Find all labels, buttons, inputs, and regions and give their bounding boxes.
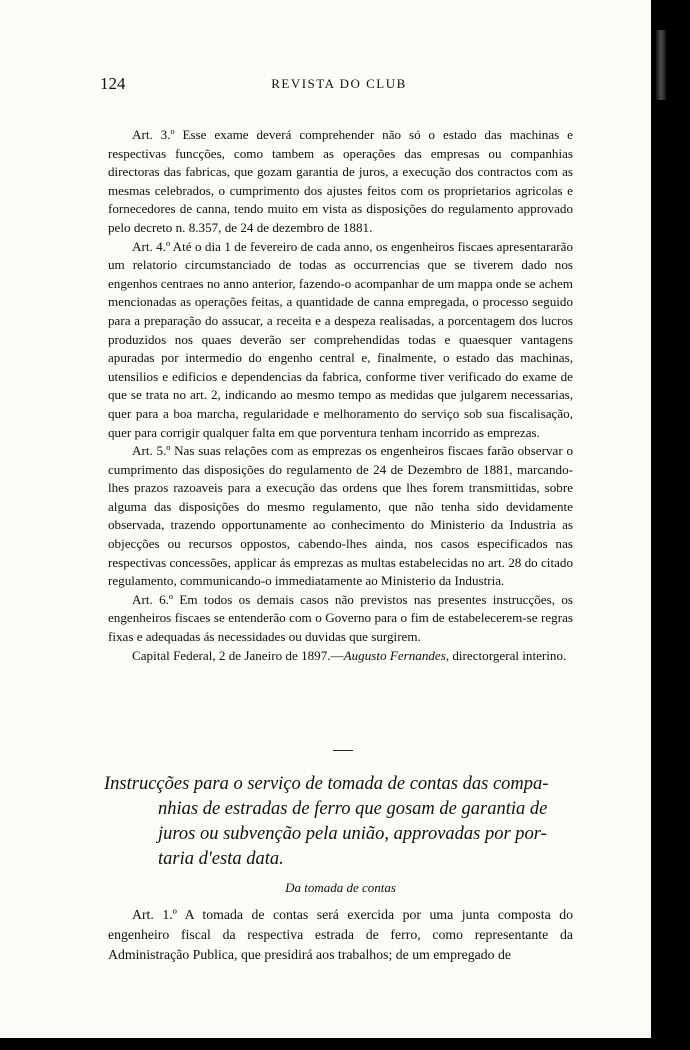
scan-edge [651, 0, 690, 1050]
section-title [104, 772, 579, 872]
article-1: Art. 1.º A tomada de contas será exercida por uma junta composta do engenheiro fiscal da respectiva estrada de ferro, como representante da Administração Publica, que presidirá aos trabalhos; de um empregado de [108, 907, 573, 962]
section-title-line: juros ou subvenção pela união, approvadas por por- [158, 824, 547, 844]
body-text [108, 126, 573, 665]
signature-author: Augusto Fernandes, [343, 647, 450, 663]
section-title-line: Instrucções para o serviço de tomada de contas das compa- [104, 774, 549, 794]
page-number: 124 [100, 74, 126, 93]
signature-place-date: Capital Federal, 2 de Janeiro de 1897.— [132, 647, 344, 663]
article-5: Art. 5.º Nas suas relações com as emprezas os engenheiros fiscaes farão observar o cumprimento das disposições do regulamento de 24 de Dezembro de 1881, marcando-lhes prazos razoaveis para a execução das ordens que lhes forem transmittidas, sobre alguma das disposições do mesmo regulamento, que não tenha sido devidamente observada, trazendo opportunamente ao conhecimento do Ministerio da Industria as objecções ou recursos oppostos, cabendo-lhes ainda, nos casos especificados nas respectivas concessões, applicar ás emprezas as multas estabelecidas no art. 28 do citado regulamento, communicando-o immediatamente ao Ministerio da Industria. [108, 443, 573, 589]
running-head: REVISTA DO CLUB [271, 76, 407, 91]
body-text-continued [108, 905, 573, 964]
article-3: Art. 3.º Esse exame deverá comprehender não só o estado das machinas e respectivas funcções, como tambem as operações das empresas ou companhias directoras das fabricas, que gozam garantia de juros, a execução dos contractos com as mesmas celebrados, o cumprimento dos ajustes feitos com os proprietarios agricolas e fornecedores de canna, tendo muito em vista as disposições do regulamento approvado pelo decreto n. 8.357, de 24 de dezembro de 1881. [108, 127, 573, 235]
page-header [100, 74, 578, 96]
section-title-line: taria d'esta data. [158, 849, 284, 869]
article-4: Art. 4.º Até o dia 1 de fevereiro de cada anno, os engenheiros fiscaes apresentararão um relatorio circumstanciado de todas as occurrencias que se tiverem dado nos engenhos centraes no anno anterior, fazendo-o acompanhar de um mappa onde se achem mencionadas as operações feitas, a quantidade de canna empregada, o processo seguido para a preparação do assucar, a receita e a despeza realisadas, a porcentagem dos lucros produzidos nos quaes deverão ser comprehendidas todas e quaesquer vantagens apuradas por intermedio do engenho central e, finalmente, o estado das machinas, utensilios e edificios e dependencias da fabrica, conforme tiver verificado do exame de que se trata no art. 2, indicando ao mesmo tempo as medidas que julgarem necessarias, quer para a boa marcha, regularidade e melhoramento do serviço sob sua fiscalisação, quer para corrigir qualquer falta em que porventura tenham incorrido as emprezas. [108, 238, 573, 440]
section-title-line: nhias de estradas de ferro que gosam de garantia de [158, 799, 548, 819]
scan-bottom-edge [0, 1038, 690, 1050]
section-divider [333, 750, 353, 751]
subtitle: Da tomada de contas [285, 880, 396, 895]
article-6: Art. 6.º Em todos os demais casos não previstos nas presentes instrucções, os engenheiros fiscaes se entenderão com o Governo para o fim de estabelecerem-se regras fixas e adequadas ás necessidades ou duvidas que surgirem. [108, 591, 573, 645]
signature-role: directorgeral interino. [449, 647, 567, 663]
signature [108, 647, 573, 666]
scan-edge-mark [656, 30, 666, 100]
